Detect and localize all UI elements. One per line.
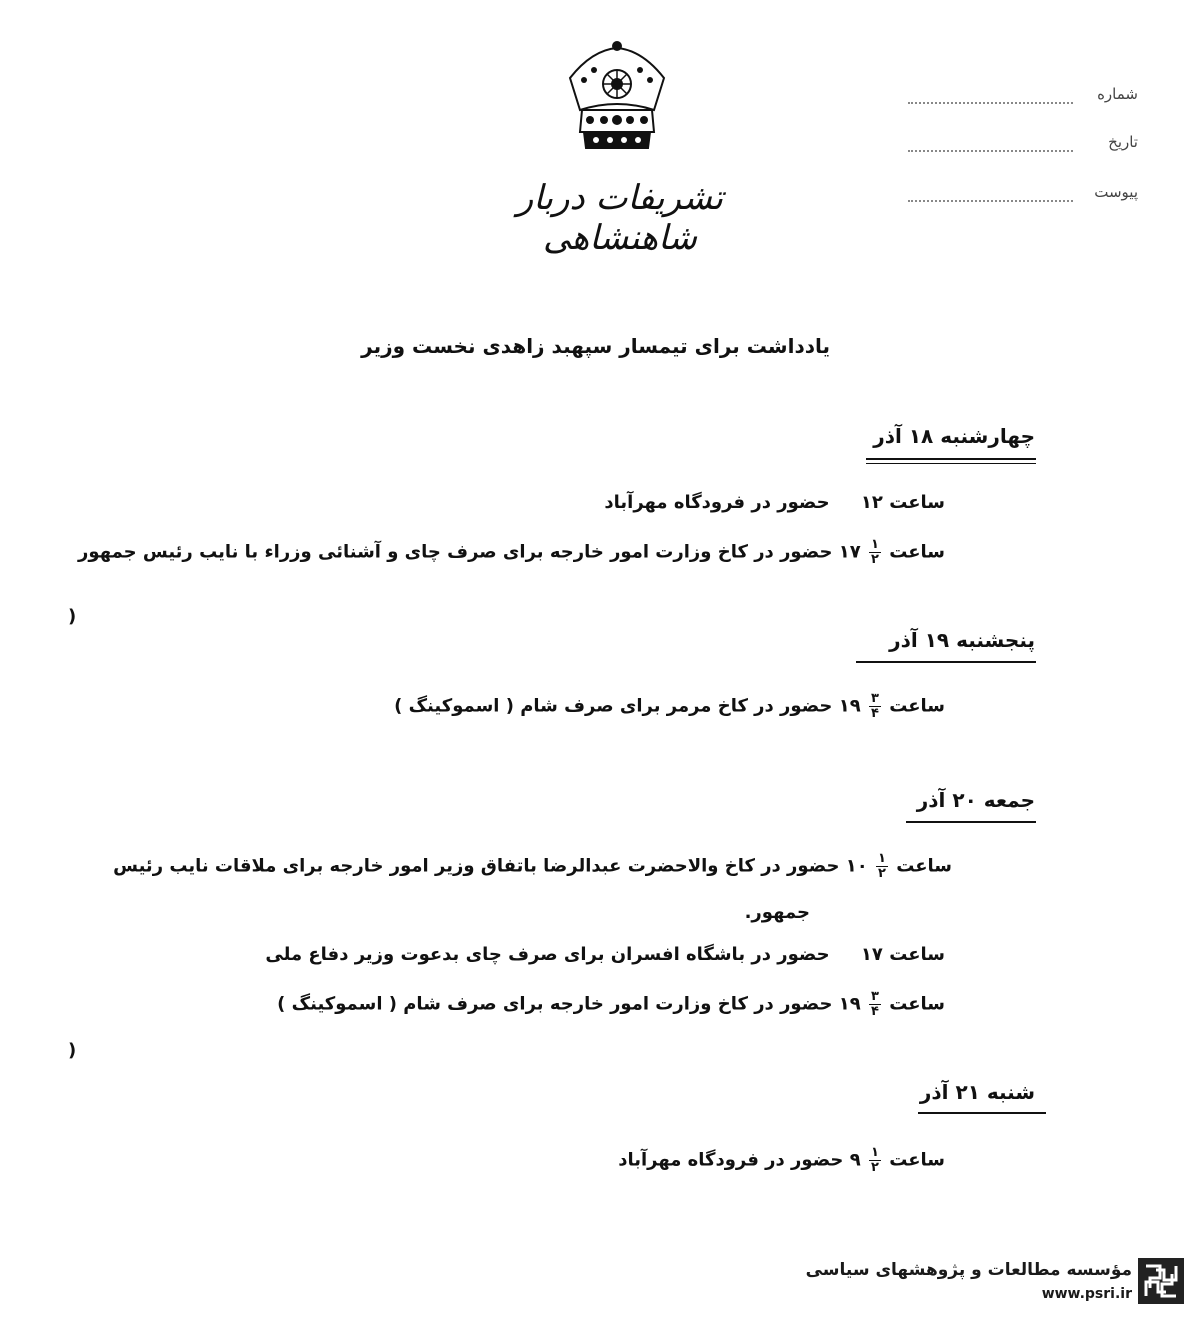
fraction-numerator: ۳: [870, 691, 879, 706]
day-heading-wednesday: چهارشنبه ۱۸ آذر: [873, 424, 1035, 448]
fraction-denominator: ۲: [870, 552, 879, 567]
institute-url: www.psri.ir: [1041, 1286, 1132, 1302]
margin-mark: ): [68, 606, 77, 627]
attachment-dotted-line: [908, 200, 1073, 202]
royal-crown-emblem: [562, 40, 672, 160]
event-text: حضور در فرودگاه مهرآباد: [604, 492, 830, 513]
institute-watermark: [805, 1258, 1190, 1308]
number-dotted-line: [908, 102, 1073, 104]
time-label: ساعت: [889, 695, 945, 717]
time-fraction: [869, 692, 881, 721]
schedule-row: [394, 692, 945, 721]
time-hour: ۱۹: [838, 993, 861, 1015]
fraction-denominator: ۴: [870, 706, 879, 721]
time-fraction: [876, 852, 888, 881]
fraction-denominator: ۲: [870, 1160, 879, 1175]
heading-underline: [856, 661, 1036, 663]
institute-name: مؤسسه مطالعات و پژوهشهای سیاسی: [805, 1260, 1132, 1280]
time-label: ساعت: [889, 492, 945, 513]
date-label: تاریخ: [1108, 133, 1138, 151]
day-heading-thursday: پنجشنبه ۱۹ آذر: [889, 628, 1035, 652]
memo-title: یادداشت برای تیمسار سپهبد زاهدی نخست وزیر: [361, 334, 830, 358]
time-hour: ۱۲: [860, 492, 883, 513]
time-label: ساعت: [889, 944, 945, 965]
time-label: ساعت: [889, 993, 945, 1015]
number-field: [908, 84, 1138, 112]
event-text: حضور در باشگاه افسران برای صرف چای بدعوت وزیر دفاع ملی: [265, 944, 830, 965]
event-text: حضور در کاخ وزارت امور خارجه برای صرف چای و آشنائی وزراء با نایب رئیس جمهور: [78, 541, 833, 563]
letterhead-title: تشریفات دربار شاهنشاهی: [516, 178, 724, 258]
fraction-numerator: ۳: [870, 989, 879, 1004]
date-dotted-line: [908, 150, 1073, 152]
day-heading-friday: جمعه ۲۰ آذر: [916, 788, 1035, 812]
schedule-row: [604, 492, 945, 513]
number-label: شماره: [1097, 85, 1138, 103]
attachment-label: پیوست: [1094, 183, 1138, 201]
time-hour: ۱۰: [845, 855, 868, 877]
heading-underline: [918, 1112, 1046, 1114]
schedule-row-continuation: جمهور.: [744, 902, 810, 923]
schedule-row: [265, 944, 945, 965]
heading-underline: [866, 463, 1036, 464]
time-hour: ۱۷: [860, 944, 883, 965]
event-text: حضور در کاخ مرمر برای صرف شام ( اسموکینگ ): [394, 695, 833, 717]
event-text: حضور در فرودگاه مهرآباد: [618, 1149, 844, 1171]
date-field: [908, 132, 1138, 160]
attachment-field: [908, 182, 1138, 210]
margin-mark: ): [68, 1040, 77, 1061]
schedule-row: [113, 852, 952, 881]
fraction-denominator: ۲: [877, 866, 886, 881]
event-text: حضور در کاخ وزارت امور خارجه برای صرف شام ( اسموکینگ ): [277, 993, 833, 1015]
time-hour: ۹: [849, 1149, 861, 1171]
time-fraction: [869, 990, 881, 1019]
event-text: حضور در کاخ والاحضرت عبدالرضا باتفاق وزیر امور خارجه برای ملاقات نایب رئیس: [113, 855, 840, 877]
time-fraction: [869, 1146, 881, 1175]
fraction-numerator: ۱: [877, 851, 886, 866]
time-hour: ۱۹: [838, 695, 861, 717]
time-fraction: [869, 538, 881, 567]
heading-underline: [866, 458, 1036, 460]
fraction-numerator: ۱: [870, 1145, 879, 1160]
schedule-row: [277, 990, 945, 1019]
schedule-row: [618, 1146, 945, 1175]
fraction-denominator: ۴: [870, 1004, 879, 1019]
institute-logo-icon: [1138, 1258, 1184, 1304]
time-label: ساعت: [889, 1149, 945, 1171]
time-hour: ۱۷: [838, 541, 861, 563]
fraction-numerator: ۱: [870, 537, 879, 552]
heading-underline: [906, 821, 1036, 823]
day-heading-saturday: شنبه ۲۱ آذر: [919, 1080, 1035, 1104]
time-label: ساعت: [889, 541, 945, 563]
schedule-row: [78, 538, 945, 567]
time-label: ساعت: [896, 855, 952, 877]
